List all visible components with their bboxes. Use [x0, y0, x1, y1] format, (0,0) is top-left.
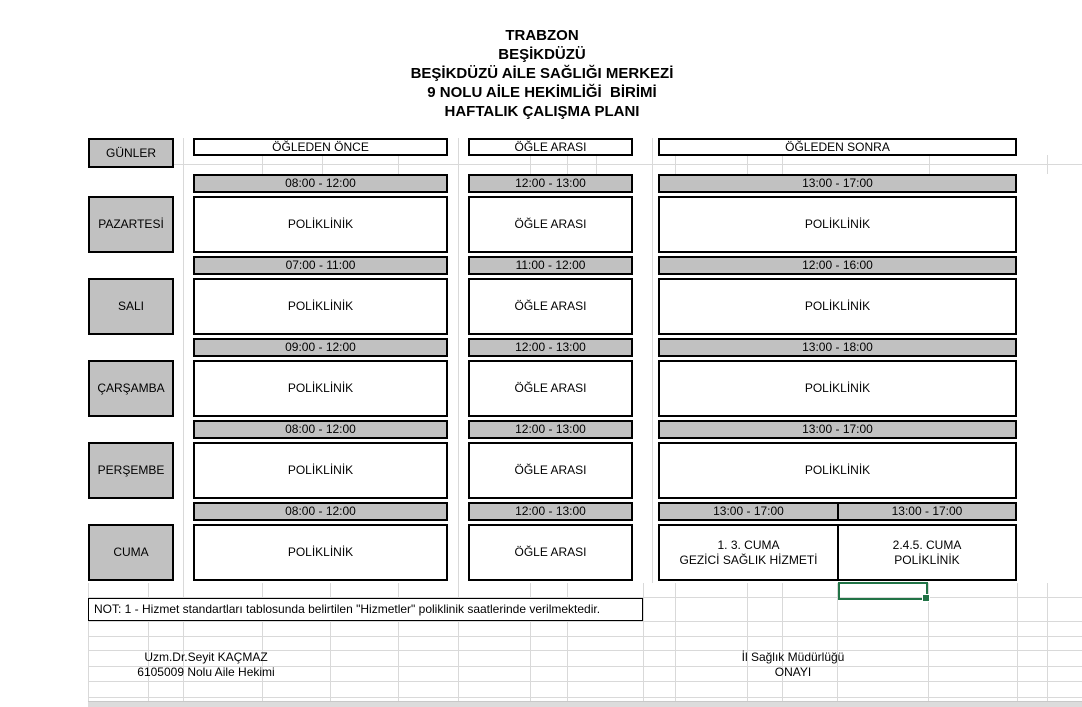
- gridline-vertical: [747, 583, 748, 701]
- gridline-vertical: [652, 138, 653, 583]
- monday-afternoon-activity[interactable]: POLİKLİNİK: [658, 196, 1017, 253]
- doctor-unit-number: 6105009 Nolu Aile Hekimi: [137, 665, 275, 679]
- monday-morning-activity[interactable]: POLİKLİNİK: [193, 196, 448, 253]
- approval-label: ONAYI: [774, 665, 812, 679]
- selected-cell[interactable]: [838, 582, 928, 600]
- friday-clinic-label: POLİKLİNİK: [894, 552, 960, 567]
- wednesday-lunch-time[interactable]: 12:00 - 13:00: [468, 338, 633, 357]
- monday-morning-time[interactable]: 08:00 - 12:00: [193, 174, 448, 193]
- gridline-horizontal: [88, 697, 1082, 698]
- day-label-pazartesi[interactable]: PAZARTESİ: [88, 196, 174, 253]
- friday-lunch-activity[interactable]: ÖĞLE ARASI: [468, 524, 633, 581]
- title-line-plan: HAFTALIK ÇALIŞMA PLANI: [444, 103, 640, 120]
- header-gunler[interactable]: GÜNLER: [88, 138, 174, 168]
- signature-approval: [673, 650, 913, 680]
- gridline-vertical: [1047, 583, 1048, 701]
- thursday-lunch-time[interactable]: 12:00 - 13:00: [468, 420, 633, 439]
- friday-afternoon-left-time[interactable]: 13:00 - 17:00: [658, 502, 839, 521]
- note-cell[interactable]: NOT: 1 - Hizmet standartları tablosunda belirtilen "Hizmetler" poliklinik saatlerinde verilmektedir.: [88, 598, 643, 621]
- gridline-vertical: [1017, 583, 1018, 701]
- sheet-bottom-row-band: [88, 701, 1082, 707]
- friday-afternoon-left-activity[interactable]: [658, 524, 839, 581]
- title-line-city: TRABZON: [505, 27, 579, 44]
- monday-afternoon-time[interactable]: 13:00 - 17:00: [658, 174, 1017, 193]
- tuesday-lunch-time[interactable]: 11:00 - 12:00: [468, 256, 633, 275]
- friday-clinic-weeks: 2.4.5. CUMA: [892, 537, 962, 552]
- gridline-horizontal: [88, 636, 1082, 637]
- wednesday-lunch-activity[interactable]: ÖĞLE ARASI: [468, 360, 633, 417]
- approval-authority: İl Sağlık Müdürlüğü: [741, 650, 845, 664]
- thursday-afternoon-activity[interactable]: POLİKLİNİK: [658, 442, 1017, 499]
- thursday-lunch-activity[interactable]: ÖĞLE ARASI: [468, 442, 633, 499]
- gridline-horizontal: [88, 164, 1082, 165]
- wednesday-morning-activity[interactable]: POLİKLİNİK: [193, 360, 448, 417]
- day-label-sali[interactable]: SALI: [88, 278, 174, 335]
- title-line-center: BEŞİKDÜZÜ AİLE SAĞLIĞI MERKEZİ: [410, 65, 674, 82]
- friday-mobile-service-weeks: 1. 3. CUMA: [717, 537, 780, 552]
- thursday-afternoon-time[interactable]: 13:00 - 17:00: [658, 420, 1017, 439]
- wednesday-morning-time[interactable]: 09:00 - 12:00: [193, 338, 448, 357]
- gridline-horizontal: [88, 621, 1082, 622]
- friday-afternoon-right-time[interactable]: 13:00 - 17:00: [837, 502, 1017, 521]
- wednesday-afternoon-activity[interactable]: POLİKLİNİK: [658, 360, 1017, 417]
- title-line-district: BEŞİKDÜZÜ: [498, 46, 586, 63]
- gridline-vertical: [643, 583, 644, 701]
- gridline-vertical: [675, 583, 676, 701]
- day-label-persembe[interactable]: PERŞEMBE: [88, 442, 174, 499]
- tuesday-afternoon-time[interactable]: 12:00 - 16:00: [658, 256, 1017, 275]
- friday-mobile-service-label: GEZİCİ SAĞLIK HİZMETİ: [679, 552, 818, 567]
- doctor-name: Uzm.Dr.Seyit KAÇMAZ: [144, 650, 268, 664]
- monday-lunch-time[interactable]: 12:00 - 13:00: [468, 174, 633, 193]
- signature-doctor: [86, 650, 326, 680]
- friday-morning-activity[interactable]: POLİKLİNİK: [193, 524, 448, 581]
- header-lunch[interactable]: ÖĞLE ARASI: [468, 138, 633, 156]
- thursday-morning-time[interactable]: 08:00 - 12:00: [193, 420, 448, 439]
- thursday-morning-activity[interactable]: POLİKLİNİK: [193, 442, 448, 499]
- header-morning[interactable]: ÖĞLEDEN ÖNCE: [193, 138, 448, 156]
- gridline-vertical: [782, 583, 783, 701]
- tuesday-morning-activity[interactable]: POLİKLİNİK: [193, 278, 448, 335]
- gridline-vertical: [458, 138, 459, 583]
- day-label-cuma[interactable]: CUMA: [88, 524, 174, 581]
- day-label-carsamba[interactable]: ÇARŞAMBA: [88, 360, 174, 417]
- fill-handle[interactable]: [922, 594, 930, 602]
- title-line-unit: 9 NOLU AİLE HEKİMLİĞİ BİRİMİ: [427, 84, 657, 101]
- document-title: [192, 26, 892, 121]
- gridline-vertical: [837, 583, 838, 701]
- gridline-vertical: [183, 138, 184, 583]
- friday-lunch-time[interactable]: 12:00 - 13:00: [468, 502, 633, 521]
- wednesday-afternoon-time[interactable]: 13:00 - 18:00: [658, 338, 1017, 357]
- gridline-horizontal: [88, 681, 1082, 682]
- friday-morning-time[interactable]: 08:00 - 12:00: [193, 502, 448, 521]
- friday-afternoon-right-activity[interactable]: [837, 524, 1017, 581]
- monday-lunch-activity[interactable]: ÖĞLE ARASI: [468, 196, 633, 253]
- tuesday-morning-time[interactable]: 07:00 - 11:00: [193, 256, 448, 275]
- tuesday-afternoon-activity[interactable]: POLİKLİNİK: [658, 278, 1017, 335]
- tuesday-lunch-activity[interactable]: ÖĞLE ARASI: [468, 278, 633, 335]
- header-afternoon[interactable]: ÖĞLEDEN SONRA: [658, 138, 1017, 156]
